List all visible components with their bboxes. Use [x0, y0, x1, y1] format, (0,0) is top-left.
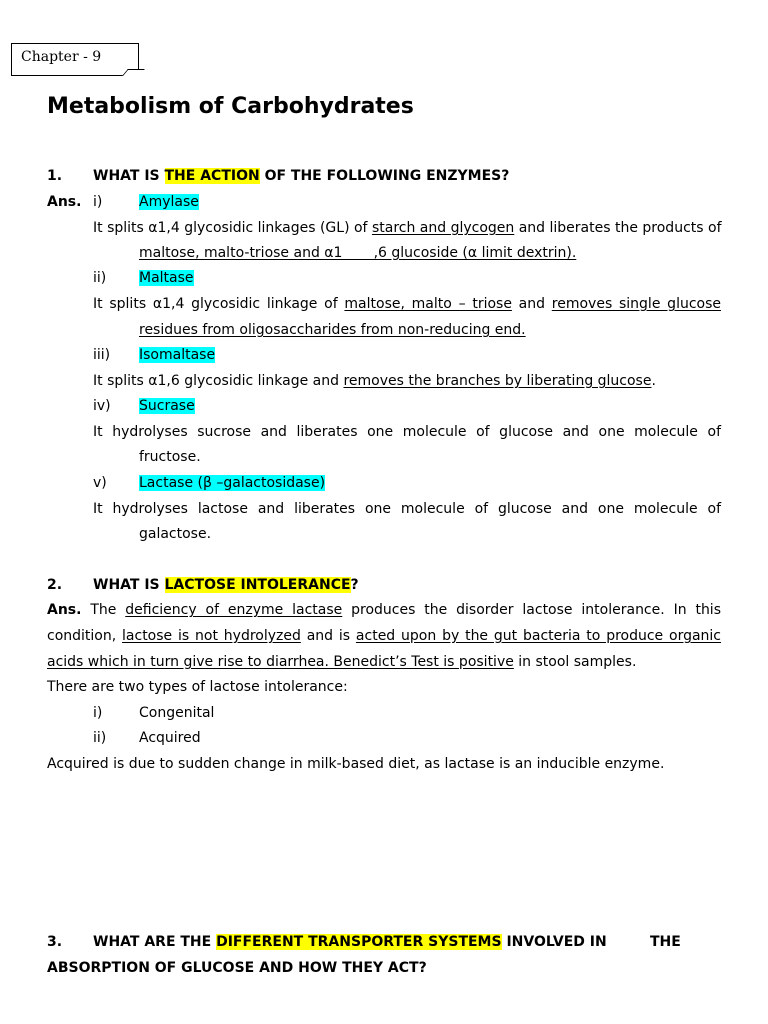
q1-highlight: THE ACTION [164, 168, 260, 184]
q2-heading: WHAT IS LACTOSE INTOLERANCE? [93, 577, 359, 593]
item2-name: Maltase [139, 270, 194, 286]
item4-roman: iv) [93, 398, 111, 414]
item5-name: Lactase (β –galactosidase) [139, 475, 326, 491]
q2-answer-line2: condition, lactose is not hydrolyzed and is acted upon by the gut bacteria to produce organic [47, 628, 722, 644]
q1-heading: WHAT IS THE ACTION OF THE FOLLOWING ENZYMES? [93, 168, 510, 184]
item5-roman: v) [93, 475, 107, 491]
item3-desc-line1: It splits α1,6 glycosidic linkage and removes the branches by liberating glucose. [93, 373, 656, 389]
q3-number: 3. [47, 934, 63, 950]
item2-desc-line2: residues from oligosaccharides from non-reducing end. [139, 322, 526, 338]
item3-roman: iii) [93, 347, 111, 363]
type2-roman: ii) [93, 730, 107, 746]
q2-types-intro: There are two types of lactose intolerance: [47, 679, 348, 695]
page-fold-corner [122, 69, 145, 76]
page-title: Metabolism of Carbohydrates [47, 94, 414, 119]
item4-name: Sucrase [139, 398, 195, 414]
q3-highlight: DIFFERENT TRANSPORTER SYSTEMS [216, 934, 502, 950]
item5-desc-line1: It hydrolyses lactose and liberates one molecule of glucose and one molecule of [93, 501, 721, 517]
item5-desc-line2: galactose. [139, 526, 212, 542]
q2-highlight: LACTOSE INTOLERANCE [164, 577, 351, 593]
chapter-tag [11, 43, 139, 76]
item1-desc-line1: It splits α1,4 glycosidic linkages (GL) of starch and glycogen and liberates the products of [93, 220, 722, 236]
q2-number: 2. [47, 577, 63, 593]
q1-ans-label: Ans. [47, 194, 82, 210]
item1-name: Amylase [139, 194, 199, 210]
q2-acquired-note: Acquired is due to sudden change in milk-based diet, as lactase is an inducible enzyme. [47, 756, 665, 772]
q1-number: 1. [47, 168, 63, 184]
q2-answer-line1: Ans. The deficiency of enzyme lactase produces the disorder lactose intolerance. In this [47, 602, 721, 618]
q2-answer-line3: acids which in turn give rise to diarrhea. Benedict’s Test is positive in stool samples. [47, 654, 637, 670]
item1-roman: i) [93, 194, 103, 210]
q3-heading: WHAT ARE THE DIFFERENT TRANSPORTER SYSTEMS INVOLVED IN [93, 934, 607, 950]
item2-desc-line1: It splits α1,4 glycosidic linkage of maltose, malto – triose and removes single glucose [93, 296, 721, 312]
chapter-label: Chapter - 9 [21, 49, 102, 65]
item4-desc-line1: It hydrolyses sucrose and liberates one molecule of glucose and one molecule of [93, 424, 721, 440]
type1-roman: i) [93, 705, 103, 721]
item4-desc-line2: fructose. [139, 449, 201, 465]
q3-heading-the: THE [650, 934, 681, 950]
type2-label: Acquired [139, 730, 201, 746]
q3-heading-line2: ABSORPTION OF GLUCOSE AND HOW THEY ACT? [47, 960, 427, 976]
item3-name: Isomaltase [139, 347, 216, 363]
type1-label: Congenital [139, 705, 215, 721]
item1-desc-line2: maltose, malto-triose and α1 ,6 glucoside (α limit dextrin). [139, 245, 577, 261]
item2-roman: ii) [93, 270, 107, 286]
